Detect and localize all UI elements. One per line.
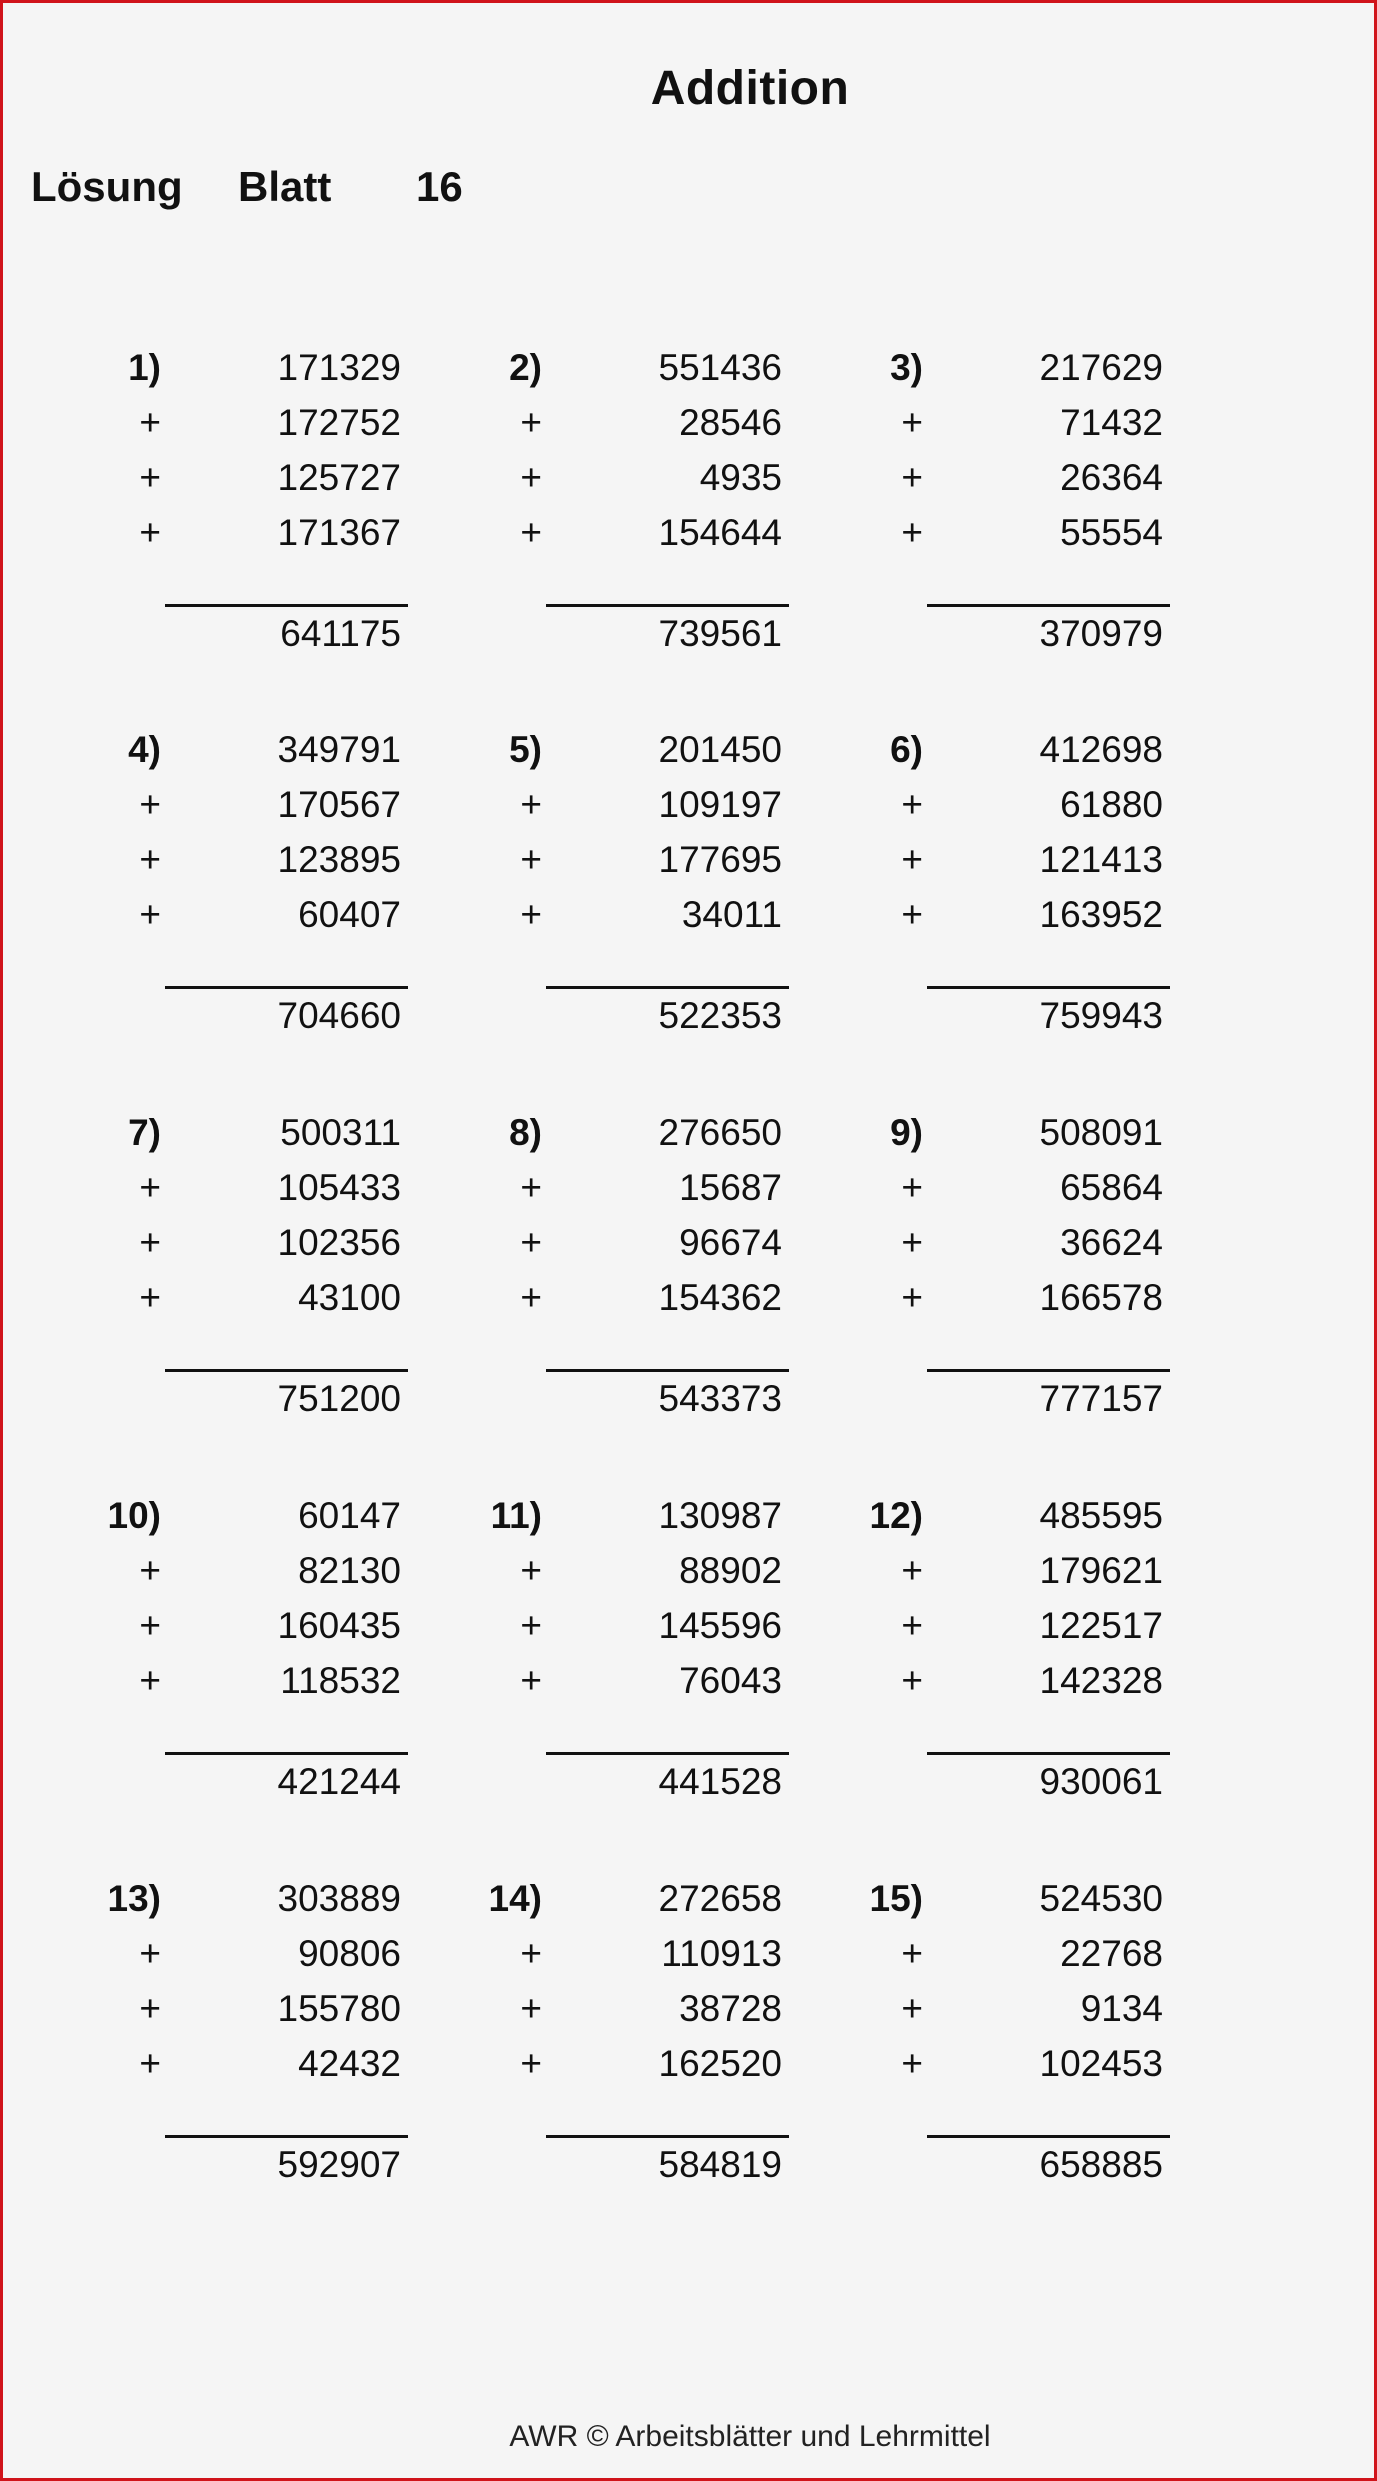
- addend: 142328: [1039, 1660, 1163, 1701]
- addend: 177695: [658, 839, 782, 880]
- problem-number: 14): [488, 1878, 542, 1919]
- plus-sign: +: [901, 839, 923, 880]
- plus-sign: +: [520, 1605, 542, 1646]
- addend: 65864: [1060, 1167, 1163, 1208]
- addend: 171329: [277, 347, 401, 388]
- addend: 508091: [1039, 1112, 1163, 1153]
- plus-sign: +: [520, 512, 542, 553]
- addend: 162520: [658, 2043, 782, 2084]
- addend: 71432: [1060, 402, 1163, 443]
- addend: 26364: [1060, 457, 1163, 498]
- plus-sign: +: [139, 402, 161, 443]
- plus-sign: +: [901, 1605, 923, 1646]
- plus-sign: +: [901, 1277, 923, 1318]
- sum-line: [927, 2135, 1170, 2138]
- sum-result: 592907: [277, 2144, 401, 2185]
- addend: 60147: [298, 1495, 401, 1536]
- problem-number: 12): [869, 1495, 923, 1536]
- plus-sign: +: [139, 1222, 161, 1263]
- sum-result: 441528: [658, 1761, 782, 1802]
- sum-line: [927, 604, 1170, 607]
- addition-problem: [825, 1874, 1185, 2185]
- sum-result: 584819: [658, 2144, 782, 2185]
- addition-problem: [825, 343, 1185, 654]
- addition-problem: [444, 1491, 804, 1802]
- plus-sign: +: [139, 784, 161, 825]
- problem-number: 9): [890, 1112, 923, 1153]
- plus-sign: +: [520, 784, 542, 825]
- addend: 102453: [1039, 2043, 1163, 2084]
- sum-result: 739561: [658, 613, 782, 654]
- addend: 500311: [280, 1112, 401, 1153]
- addend: 172752: [277, 402, 401, 443]
- plus-sign: +: [139, 2043, 161, 2084]
- sum-result: 522353: [658, 995, 782, 1036]
- plus-sign: +: [520, 1222, 542, 1263]
- problem-number: 7): [128, 1112, 161, 1153]
- addend: 551436: [658, 347, 782, 388]
- plus-sign: +: [139, 1605, 161, 1646]
- addend: 4935: [699, 457, 782, 498]
- addend: 102356: [277, 1222, 401, 1263]
- plus-sign: +: [139, 894, 161, 935]
- addend: 125727: [277, 457, 401, 498]
- sum-result: 930061: [1039, 1761, 1163, 1802]
- plus-sign: +: [901, 1988, 923, 2029]
- sum-result: 641175: [280, 613, 401, 654]
- problem-number: 3): [890, 347, 923, 388]
- addition-problem: [63, 1491, 423, 1802]
- addition-problem: [825, 1491, 1185, 1802]
- plus-sign: +: [520, 457, 542, 498]
- addend: 163952: [1039, 894, 1163, 935]
- plus-sign: +: [520, 1933, 542, 1974]
- plus-sign: +: [139, 1660, 161, 1701]
- plus-sign: +: [520, 1660, 542, 1701]
- addend: 82130: [298, 1550, 401, 1591]
- plus-sign: +: [520, 2043, 542, 2084]
- addend: 90806: [298, 1933, 401, 1974]
- sum-result: 658885: [1039, 2144, 1163, 2185]
- sheet-number: 16: [416, 163, 463, 210]
- addend: 55554: [1060, 512, 1163, 553]
- sum-result: 777157: [1039, 1378, 1163, 1419]
- addend: 123895: [277, 839, 401, 880]
- addend: 349791: [277, 729, 401, 770]
- addition-problem: [63, 725, 423, 1036]
- problem-number: 10): [107, 1495, 161, 1536]
- addend: 179621: [1039, 1550, 1163, 1591]
- addend: 145596: [658, 1605, 782, 1646]
- addend: 110913: [661, 1933, 782, 1974]
- plus-sign: +: [901, 1222, 923, 1263]
- plus-sign: +: [901, 2043, 923, 2084]
- plus-sign: +: [520, 1550, 542, 1591]
- sum-line: [546, 2135, 789, 2138]
- problem-number: 13): [107, 1878, 161, 1919]
- footer-copyright: AWR © Arbeitsblätter und Lehrmittel: [509, 2420, 991, 2453]
- addend: 217629: [1039, 347, 1163, 388]
- addend: 155780: [277, 1988, 401, 2029]
- addition-problem: [63, 343, 423, 654]
- addend: 15687: [679, 1167, 782, 1208]
- addend: 38728: [679, 1988, 782, 2029]
- plus-sign: +: [520, 839, 542, 880]
- problem-number: 15): [869, 1878, 923, 1919]
- addition-problem: [63, 1874, 423, 2185]
- addend: 171367: [277, 512, 401, 553]
- addend: 105433: [277, 1167, 401, 1208]
- solution-label: Lösung: [31, 163, 183, 210]
- sum-line: [927, 1369, 1170, 1372]
- addition-problem: [444, 1874, 804, 2185]
- addition-problem: [825, 1108, 1185, 1419]
- sum-result: 421244: [277, 1761, 401, 1802]
- addend: 170567: [277, 784, 401, 825]
- problem-number: 8): [509, 1112, 542, 1153]
- plus-sign: +: [901, 784, 923, 825]
- plus-sign: +: [520, 1167, 542, 1208]
- problem-number: 6): [890, 729, 923, 770]
- sum-line: [546, 1752, 789, 1755]
- plus-sign: +: [520, 1988, 542, 2029]
- sheet-label: Blatt: [238, 163, 332, 210]
- plus-sign: +: [139, 1167, 161, 1208]
- addition-problem: [63, 1108, 423, 1419]
- sum-result: 543373: [658, 1378, 782, 1419]
- sum-line: [546, 1369, 789, 1372]
- problem-number: 11): [490, 1495, 542, 1536]
- addend: 154362: [658, 1277, 782, 1318]
- addend: 121413: [1039, 839, 1163, 880]
- plus-sign: +: [139, 1988, 161, 2029]
- sum-result: 759943: [1039, 995, 1163, 1036]
- plus-sign: +: [139, 1277, 161, 1318]
- plus-sign: +: [901, 512, 923, 553]
- plus-sign: +: [520, 894, 542, 935]
- sum-line: [546, 604, 789, 607]
- sum-line: [927, 1752, 1170, 1755]
- problem-number: 5): [509, 729, 542, 770]
- addition-problem: [444, 725, 804, 1036]
- plus-sign: +: [901, 1550, 923, 1591]
- plus-sign: +: [139, 457, 161, 498]
- addend: 201450: [658, 729, 782, 770]
- addend: 130987: [658, 1495, 782, 1536]
- addend: 118532: [280, 1660, 401, 1701]
- addend: 9134: [1080, 1988, 1163, 2029]
- addend: 166578: [1039, 1277, 1163, 1318]
- addend: 22768: [1060, 1933, 1163, 1974]
- addend: 303889: [277, 1878, 401, 1919]
- addend: 160435: [277, 1605, 401, 1646]
- plus-sign: +: [139, 1550, 161, 1591]
- plus-sign: +: [139, 512, 161, 553]
- addend: 43100: [298, 1277, 401, 1318]
- sum-result: 370979: [1039, 613, 1163, 654]
- sum-line: [927, 986, 1170, 989]
- addend: 96674: [679, 1222, 782, 1263]
- plus-sign: +: [520, 402, 542, 443]
- plus-sign: +: [901, 1167, 923, 1208]
- addend: 109197: [658, 784, 782, 825]
- addend: 60407: [298, 894, 401, 935]
- page-title: Addition: [650, 62, 850, 115]
- problem-number: 4): [128, 729, 161, 770]
- plus-sign: +: [520, 1277, 542, 1318]
- addend: 42432: [298, 2043, 401, 2084]
- plus-sign: +: [901, 1933, 923, 1974]
- addend: 88902: [679, 1550, 782, 1591]
- sum-line: [165, 604, 408, 607]
- addend: 61880: [1060, 784, 1163, 825]
- sum-result: 704660: [277, 995, 401, 1036]
- addend: 36624: [1060, 1222, 1163, 1263]
- addition-problem: [444, 1108, 804, 1419]
- addend: 154644: [658, 512, 782, 553]
- addend: 122517: [1039, 1605, 1163, 1646]
- addend: 34011: [681, 894, 782, 935]
- plus-sign: +: [901, 457, 923, 498]
- addend: 76043: [679, 1660, 782, 1701]
- plus-sign: +: [139, 839, 161, 880]
- sum-line: [165, 1369, 408, 1372]
- addend: 272658: [658, 1878, 782, 1919]
- addition-problem: [825, 725, 1185, 1036]
- sum-result: 751200: [277, 1378, 401, 1419]
- plus-sign: +: [901, 1660, 923, 1701]
- addend: 276650: [658, 1112, 782, 1153]
- plus-sign: +: [901, 402, 923, 443]
- sum-line: [165, 1752, 408, 1755]
- addend: 28546: [679, 402, 782, 443]
- plus-sign: +: [901, 894, 923, 935]
- problem-number: 1): [128, 347, 161, 388]
- addend: 485595: [1039, 1495, 1163, 1536]
- addend: 524530: [1039, 1878, 1163, 1919]
- sum-line: [165, 986, 408, 989]
- sum-line: [165, 2135, 408, 2138]
- addition-problem: [444, 343, 804, 654]
- addend: 412698: [1039, 729, 1163, 770]
- plus-sign: +: [139, 1933, 161, 1974]
- sum-line: [546, 986, 789, 989]
- problem-number: 2): [509, 347, 542, 388]
